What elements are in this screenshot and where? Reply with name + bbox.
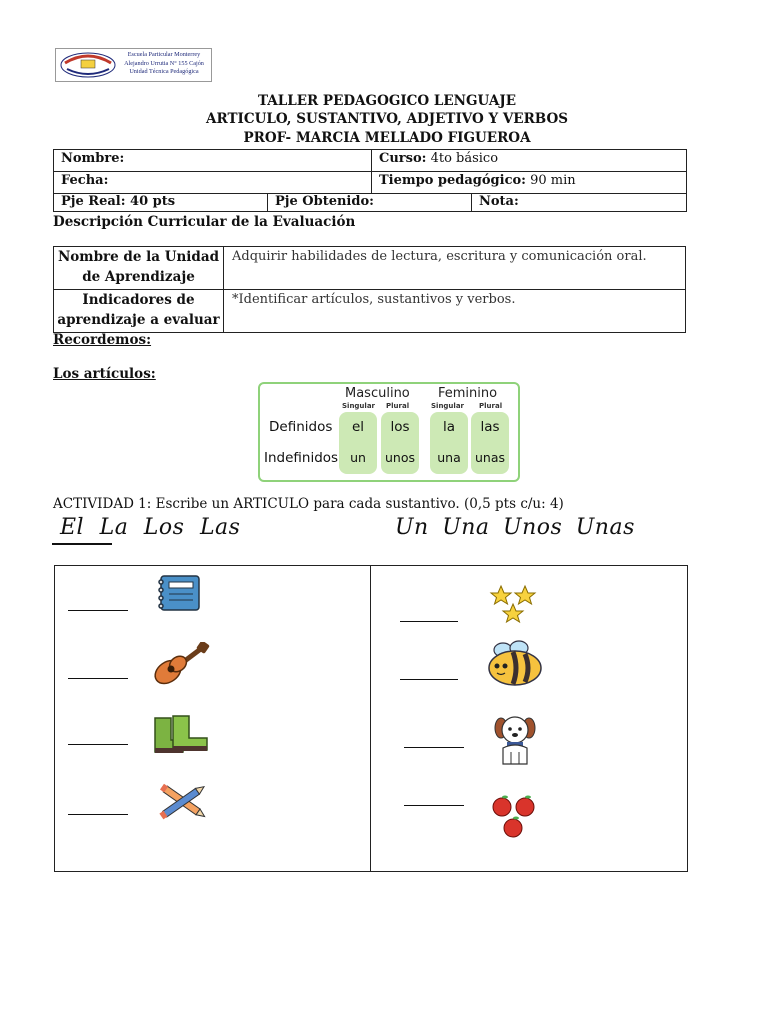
school-logo [55,48,212,82]
curso-label: Curso: [379,151,427,166]
notebook-icon [155,572,207,612]
student-info-table [53,149,687,194]
pje-obtenido[interactable]: Pje Obtenido: [268,194,472,212]
article-los: los [390,419,410,435]
right-articles-script: Un Una Unos Unas [395,515,635,540]
article-unos: unos [384,450,415,465]
header-line-2: ARTICULO, SUSTANTIVO, ADJETIVO Y VERBOS [206,111,568,127]
singular-label-m: Singular [342,402,375,410]
article-la: la [442,419,456,435]
femenino-header: Feminino [438,386,498,401]
nombre-label: Nombre: [61,151,125,166]
script-underline [52,543,112,545]
plural-label-m: Plural [386,402,410,410]
pje-real: Pje Real: 40 pts [54,194,268,212]
answer-blank-2[interactable] [68,678,128,679]
bee-icon [485,638,547,688]
header-line-3: PROF- MARCIA MELLADO FIGUEROA [243,130,531,146]
left-articles-script: El La Los Las [60,515,241,540]
article-un: un [350,450,366,465]
boots-icon [153,714,211,756]
pencils-icon [155,782,211,822]
article-el: el [351,419,365,435]
curricular-title: Descripción Curricular de la Evaluación [53,214,356,230]
article-una: una [437,450,461,465]
answer-blank-8[interactable] [404,805,464,806]
curso-cell [372,150,687,172]
fecha-cell[interactable] [54,172,372,194]
logo-line-3: Unidad Técnica Pedagógica [129,68,199,75]
activity-table [54,565,688,872]
tiempo-value: 90 min [530,173,576,188]
tiempo-label: Tiempo pedagógico: [379,173,526,188]
guitar-icon [152,642,210,686]
school-seal-icon [59,51,117,79]
apples-icon [491,794,537,842]
activity-instruction: ACTIVIDAD 1: Escribe un ARTICULO para cada sustantivo. (0,5 pts c/u: 4) [53,496,564,512]
masculino-header: Masculino [345,386,410,401]
plural-label-f: Plural [479,402,503,410]
answer-blank-6[interactable] [400,679,458,680]
stars-icon [489,584,539,626]
logo-line-1: Escuela Particular Monterrey [127,51,201,58]
curricular-table [53,246,686,333]
logo-line-2: Alejandro Urrutia N° 155 Cajón [124,59,204,67]
answer-blank-3[interactable] [68,744,128,745]
article-las: las [480,419,500,435]
articulos-heading: Los artículos: [53,366,156,382]
nota[interactable]: Nota: [472,194,687,212]
article-unas: unas [474,450,506,465]
fecha-label: Fecha: [61,173,109,188]
unidad-label: Nombre de la Unidad de Aprendizaje [54,247,224,290]
definidos-label: Definidos [269,419,333,435]
nombre-cell[interactable] [54,150,372,172]
curso-value: 4to básico [430,151,499,166]
indefinidos-label: Indefinidos [264,450,339,466]
singular-label-f: Singular [431,402,464,410]
tiempo-cell [372,172,687,194]
recordemos-heading: Recordemos: [53,332,152,348]
answer-blank-1[interactable] [68,610,128,611]
answer-blank-5[interactable] [400,621,458,622]
answer-blank-4[interactable] [68,814,128,815]
header-line-1: TALLER PEDAGOGICO LENGUAJE [257,93,517,109]
indicadores-value: *Identificar artículos, sustantivos y verbos. [224,290,686,333]
answer-blank-7[interactable] [404,747,464,748]
table-divider [370,566,371,871]
articles-chart [258,382,520,482]
indicadores-label: Indicadores de aprendizaje a evaluar [54,290,224,333]
unidad-value: Adquirir habilidades de lectura, escritura y comunicación oral. [224,247,686,290]
logo-text [118,51,210,77]
score-table [53,193,687,212]
dog-icon [491,714,539,766]
